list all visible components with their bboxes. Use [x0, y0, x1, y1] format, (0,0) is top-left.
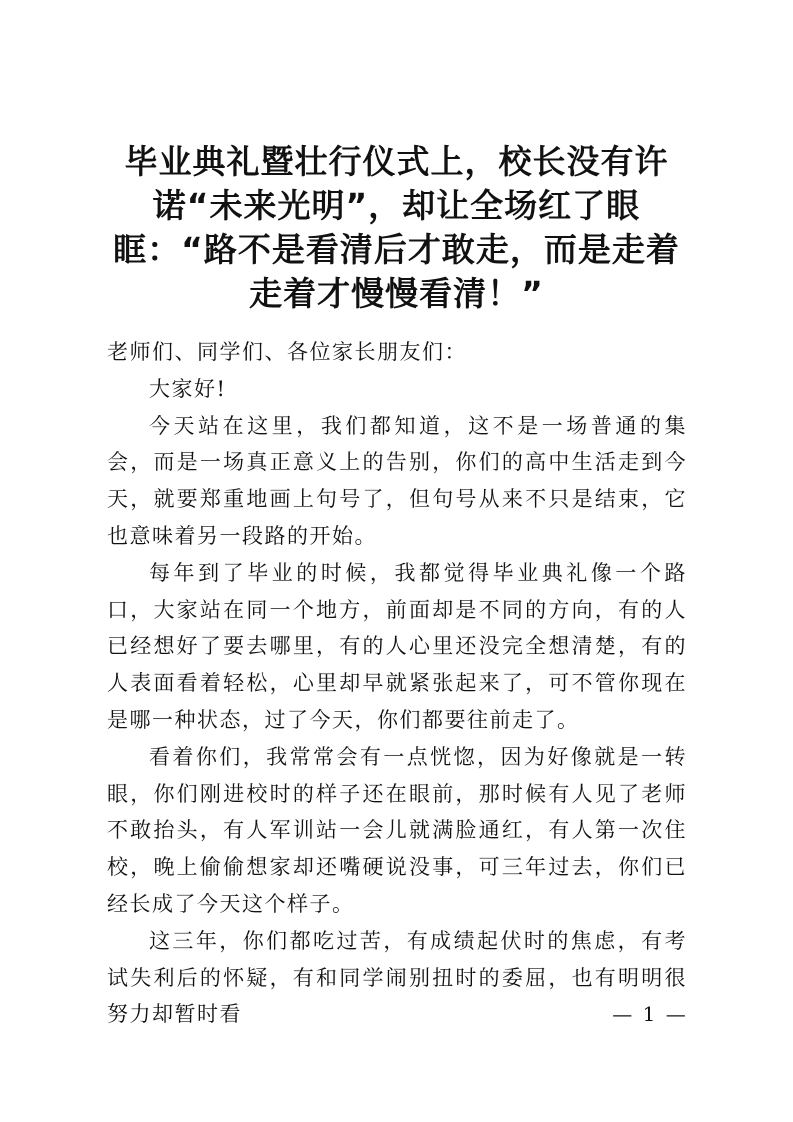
page-number: — 1 — [612, 1002, 688, 1026]
paragraph: 今天站在这里，我们都知道，这不是一场普通的集会，而是一场真正意义上的告别，你们的高中生活走到今天，就要郑重地画上句号了，但句号从来不只是结束，它也意味着另一段路的开始。 [107, 413, 687, 548]
paragraph: 这三年，你们都吃过苦，有成绩起伏时的焦虑，有考试失利后的怀疑，有和同学闹别扭时的委屈，也有明明很努力却暂时看 [107, 928, 687, 1027]
document-body [107, 334, 687, 1033]
document-title: 毕业典礼暨壮行仪式上，校长没有许诺“未来光明”，却让全场红了眼眶：“路不是看清后才敢走，而是走着走着才慢慢看清！” [113, 142, 680, 313]
paragraph: 看着你们，我常常会有一点恍惚，因为好像就是一转眼，你们刚进校时的样子还在眼前，那时候有人见了老师不敢抬头，有人军训站一会儿就满脸通红，有人第一次住校，晚上偷偷想家却还嘴硬说没事，可三年过去，你们已经长成了今天这个样子。 [107, 744, 687, 916]
paragraph: 每年到了毕业的时候，我都觉得毕业典礼像一个路口，大家站在同一个地方，前面却是不同的方向，有的人已经想好了要去哪里，有的人心里还没完全想清楚，有的人表面看着轻松，心里却早就紧张起来了，可不管你现在是哪一种状态，过了今天，你们都要往前走了。 [107, 560, 687, 732]
salutation: 老师们、同学们、各位家长朋友们： [107, 340, 467, 364]
greeting: 大家好! [149, 376, 227, 401]
